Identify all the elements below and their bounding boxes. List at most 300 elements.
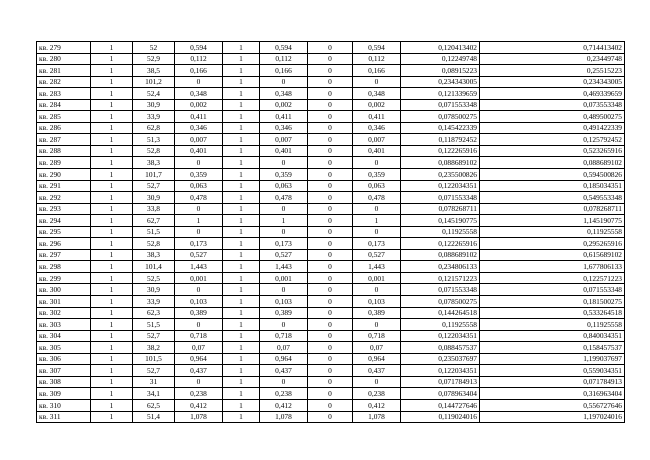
coefficient-cell: 1 (223, 411, 260, 423)
value-b-cell: 0,401 (260, 145, 308, 157)
zero-cell: 0 (308, 319, 353, 331)
share-cell: 0,088457537 (401, 342, 480, 354)
value-a-cell: 0 (175, 319, 223, 331)
value-b-cell: 0 (260, 226, 308, 238)
count-cell: 1 (91, 353, 133, 365)
area-cell: 38,5 (133, 65, 175, 77)
total-cell: 0,25515223 (480, 65, 625, 77)
zero-cell: 0 (308, 42, 353, 54)
table-row (37, 272, 625, 284)
apartment-label-cell: кв. 284 (37, 99, 91, 111)
zero-cell: 0 (308, 192, 353, 204)
value-a-cell: 0,718 (175, 330, 223, 342)
apartment-label-cell: кв. 306 (37, 353, 91, 365)
area-cell: 62,7 (133, 215, 175, 227)
area-cell: 62,3 (133, 307, 175, 319)
value-c-cell: 0,166 (353, 65, 401, 77)
zero-cell: 0 (308, 411, 353, 423)
table-row (37, 111, 625, 123)
coefficient-cell: 1 (223, 319, 260, 331)
area-cell: 30,9 (133, 284, 175, 296)
value-c-cell: 0 (353, 284, 401, 296)
table-row (37, 203, 625, 215)
total-cell: 1,145190775 (480, 215, 625, 227)
share-cell: 0,088689102 (401, 157, 480, 169)
value-b-cell: 0,359 (260, 169, 308, 181)
share-cell: 0,234806133 (401, 261, 480, 273)
zero-cell: 0 (308, 330, 353, 342)
apartment-label-cell: кв. 302 (37, 307, 91, 319)
value-a-cell: 1 (175, 215, 223, 227)
value-a-cell: 0 (175, 226, 223, 238)
zero-cell: 0 (308, 296, 353, 308)
value-b-cell: 0 (260, 319, 308, 331)
total-cell: 0,11925558 (480, 319, 625, 331)
table-row (37, 122, 625, 134)
total-cell: 1,199037697 (480, 353, 625, 365)
share-cell: 0,235500826 (401, 169, 480, 181)
zero-cell: 0 (308, 134, 353, 146)
share-cell: 0,12249748 (401, 53, 480, 65)
total-cell: 0,523265916 (480, 145, 625, 157)
value-b-cell: 0,527 (260, 249, 308, 261)
value-c-cell: 0,001 (353, 272, 401, 284)
value-b-cell: 1,078 (260, 411, 308, 423)
table-row (37, 399, 625, 411)
zero-cell: 0 (308, 215, 353, 227)
area-cell: 101,2 (133, 76, 175, 88)
area-cell: 101,4 (133, 261, 175, 273)
count-cell: 1 (91, 272, 133, 284)
value-b-cell: 0,411 (260, 111, 308, 123)
value-a-cell: 0 (175, 203, 223, 215)
value-b-cell: 0 (260, 76, 308, 88)
total-cell: 0,714413402 (480, 42, 625, 54)
total-cell: 0,295265916 (480, 238, 625, 250)
table-row (37, 157, 625, 169)
coefficient-cell: 1 (223, 238, 260, 250)
coefficient-cell: 1 (223, 42, 260, 54)
count-cell: 1 (91, 180, 133, 192)
coefficient-cell: 1 (223, 353, 260, 365)
zero-cell: 0 (308, 342, 353, 354)
table-row (37, 180, 625, 192)
total-cell: 1,197024016 (480, 411, 625, 423)
count-cell: 1 (91, 65, 133, 77)
value-b-cell: 1 (260, 215, 308, 227)
zero-cell: 0 (308, 238, 353, 250)
apartment-label-cell: кв. 287 (37, 134, 91, 146)
table-row (37, 284, 625, 296)
value-a-cell: 0,007 (175, 134, 223, 146)
area-cell: 51,3 (133, 134, 175, 146)
value-a-cell: 0,346 (175, 122, 223, 134)
area-cell: 101,5 (133, 353, 175, 365)
total-cell: 0,078268711 (480, 203, 625, 215)
apartment-label-cell: кв. 296 (37, 238, 91, 250)
count-cell: 1 (91, 307, 133, 319)
coefficient-cell: 1 (223, 134, 260, 146)
value-a-cell: 0,437 (175, 365, 223, 377)
total-cell: 0,181500275 (480, 296, 625, 308)
value-b-cell: 0,412 (260, 399, 308, 411)
share-cell: 0,235037697 (401, 353, 480, 365)
value-a-cell: 0 (175, 376, 223, 388)
total-cell: 0,556727646 (480, 399, 625, 411)
area-cell: 38,3 (133, 157, 175, 169)
area-cell: 51,4 (133, 411, 175, 423)
table-row (37, 169, 625, 181)
value-b-cell: 0,063 (260, 180, 308, 192)
count-cell: 1 (91, 122, 133, 134)
count-cell: 1 (91, 249, 133, 261)
value-c-cell: 0,718 (353, 330, 401, 342)
area-cell: 30,9 (133, 192, 175, 204)
total-cell: 0,073553348 (480, 99, 625, 111)
count-cell: 1 (91, 134, 133, 146)
total-cell: 0,11925558 (480, 226, 625, 238)
zero-cell: 0 (308, 145, 353, 157)
coefficient-cell: 1 (223, 203, 260, 215)
apartment-label-cell: кв. 279 (37, 42, 91, 54)
value-b-cell: 0,964 (260, 353, 308, 365)
value-b-cell: 0,718 (260, 330, 308, 342)
apartment-label-cell: кв. 282 (37, 76, 91, 88)
value-a-cell: 0,002 (175, 99, 223, 111)
coefficient-cell: 1 (223, 99, 260, 111)
table-row (37, 365, 625, 377)
area-cell: 101,7 (133, 169, 175, 181)
coefficient-cell: 1 (223, 226, 260, 238)
apartment-label-cell: кв. 297 (37, 249, 91, 261)
coefficient-cell: 1 (223, 399, 260, 411)
coefficient-cell: 1 (223, 111, 260, 123)
count-cell: 1 (91, 203, 133, 215)
apartment-label-cell: кв. 301 (37, 296, 91, 308)
area-cell: 52,7 (133, 365, 175, 377)
value-c-cell: 0,173 (353, 238, 401, 250)
share-cell: 0,118792452 (401, 134, 480, 146)
value-c-cell: 0,103 (353, 296, 401, 308)
table-row (37, 88, 625, 100)
coefficient-cell: 1 (223, 76, 260, 88)
document-page (36, 41, 624, 423)
table-row (37, 296, 625, 308)
count-cell: 1 (91, 388, 133, 400)
value-c-cell: 0,07 (353, 342, 401, 354)
table-row (37, 145, 625, 157)
share-cell: 0,078268711 (401, 203, 480, 215)
area-cell: 51,5 (133, 319, 175, 331)
value-c-cell: 0 (353, 319, 401, 331)
zero-cell: 0 (308, 376, 353, 388)
value-a-cell: 1,078 (175, 411, 223, 423)
count-cell: 1 (91, 238, 133, 250)
total-cell: 0,533264518 (480, 307, 625, 319)
value-b-cell: 0 (260, 284, 308, 296)
share-cell: 0,122265916 (401, 145, 480, 157)
total-cell: 0,122571223 (480, 272, 625, 284)
share-cell: 0,121339659 (401, 88, 480, 100)
area-cell: 52,9 (133, 53, 175, 65)
apartment-label-cell: кв. 305 (37, 342, 91, 354)
count-cell: 1 (91, 99, 133, 111)
value-c-cell: 0,063 (353, 180, 401, 192)
coefficient-cell: 1 (223, 122, 260, 134)
coefficient-cell: 1 (223, 215, 260, 227)
share-cell: 0,122265916 (401, 238, 480, 250)
total-cell: 0,071784913 (480, 376, 625, 388)
value-c-cell: 0,002 (353, 99, 401, 111)
apartment-label-cell: кв. 308 (37, 376, 91, 388)
total-cell: 0,594500826 (480, 169, 625, 181)
apartment-label-cell: кв. 311 (37, 411, 91, 423)
value-a-cell: 0,112 (175, 53, 223, 65)
value-b-cell: 0,594 (260, 42, 308, 54)
apartment-label-cell: кв. 294 (37, 215, 91, 227)
zero-cell: 0 (308, 203, 353, 215)
value-a-cell: 0,478 (175, 192, 223, 204)
value-c-cell: 0,238 (353, 388, 401, 400)
zero-cell: 0 (308, 99, 353, 111)
value-c-cell: 0,389 (353, 307, 401, 319)
zero-cell: 0 (308, 249, 353, 261)
count-cell: 1 (91, 53, 133, 65)
apartment-label-cell: кв. 290 (37, 169, 91, 181)
count-cell: 1 (91, 215, 133, 227)
apartment-label-cell: кв. 304 (37, 330, 91, 342)
value-a-cell: 0,411 (175, 111, 223, 123)
value-a-cell: 0,348 (175, 88, 223, 100)
value-c-cell: 0,359 (353, 169, 401, 181)
coefficient-cell: 1 (223, 157, 260, 169)
count-cell: 1 (91, 284, 133, 296)
area-cell: 52,7 (133, 180, 175, 192)
total-cell: 0,158457537 (480, 342, 625, 354)
value-c-cell: 1,078 (353, 411, 401, 423)
count-cell: 1 (91, 226, 133, 238)
count-cell: 1 (91, 157, 133, 169)
share-cell: 0,145422339 (401, 122, 480, 134)
value-c-cell: 0,411 (353, 111, 401, 123)
total-cell: 0,559034351 (480, 365, 625, 377)
value-c-cell: 0,112 (353, 53, 401, 65)
table-row (37, 330, 625, 342)
value-b-cell: 0,166 (260, 65, 308, 77)
apartment-label-cell: кв. 299 (37, 272, 91, 284)
apartment-label-cell: кв. 281 (37, 65, 91, 77)
value-c-cell: 0 (353, 76, 401, 88)
total-cell: 0,125792452 (480, 134, 625, 146)
value-c-cell: 0 (353, 226, 401, 238)
value-b-cell: 0 (260, 203, 308, 215)
count-cell: 1 (91, 342, 133, 354)
table-row (37, 76, 625, 88)
share-cell: 0,078500275 (401, 111, 480, 123)
coefficient-cell: 1 (223, 376, 260, 388)
value-c-cell: 0,527 (353, 249, 401, 261)
coefficient-cell: 1 (223, 65, 260, 77)
table-row (37, 388, 625, 400)
table-row (37, 307, 625, 319)
count-cell: 1 (91, 296, 133, 308)
apartment-label-cell: кв. 295 (37, 226, 91, 238)
count-cell: 1 (91, 111, 133, 123)
value-b-cell: 0,002 (260, 99, 308, 111)
value-a-cell: 0,964 (175, 353, 223, 365)
count-cell: 1 (91, 330, 133, 342)
value-a-cell: 0,063 (175, 180, 223, 192)
value-b-cell: 0,173 (260, 238, 308, 250)
value-b-cell: 1,443 (260, 261, 308, 273)
table-row (37, 353, 625, 365)
value-a-cell: 0,166 (175, 65, 223, 77)
coefficient-cell: 1 (223, 388, 260, 400)
zero-cell: 0 (308, 272, 353, 284)
value-c-cell: 0,348 (353, 88, 401, 100)
share-cell: 0,145190775 (401, 215, 480, 227)
value-c-cell: 0,437 (353, 365, 401, 377)
share-cell: 0,144727646 (401, 399, 480, 411)
area-cell: 52,4 (133, 88, 175, 100)
apartment-label-cell: кв. 291 (37, 180, 91, 192)
value-a-cell: 0,07 (175, 342, 223, 354)
value-a-cell: 0,173 (175, 238, 223, 250)
total-cell: 1,677806133 (480, 261, 625, 273)
coefficient-cell: 1 (223, 169, 260, 181)
count-cell: 1 (91, 76, 133, 88)
area-cell: 52,7 (133, 330, 175, 342)
value-b-cell: 0,478 (260, 192, 308, 204)
apartment-label-cell: кв. 283 (37, 88, 91, 100)
value-b-cell: 0,112 (260, 53, 308, 65)
value-a-cell: 0,401 (175, 145, 223, 157)
share-cell: 0,122034351 (401, 180, 480, 192)
zero-cell: 0 (308, 226, 353, 238)
table-row (37, 342, 625, 354)
value-b-cell: 0 (260, 376, 308, 388)
share-cell: 0,071553348 (401, 99, 480, 111)
value-b-cell: 0,389 (260, 307, 308, 319)
total-cell: 0,23449748 (480, 53, 625, 65)
area-cell: 31 (133, 376, 175, 388)
table-row (37, 42, 625, 54)
table-row (37, 249, 625, 261)
area-cell: 34,1 (133, 388, 175, 400)
value-c-cell: 0,401 (353, 145, 401, 157)
zero-cell: 0 (308, 307, 353, 319)
value-b-cell: 0,007 (260, 134, 308, 146)
count-cell: 1 (91, 261, 133, 273)
area-cell: 52 (133, 42, 175, 54)
value-b-cell: 0,437 (260, 365, 308, 377)
coefficient-cell: 1 (223, 307, 260, 319)
value-c-cell: 0,964 (353, 353, 401, 365)
value-a-cell: 0,389 (175, 307, 223, 319)
table-row (37, 192, 625, 204)
value-c-cell: 0,594 (353, 42, 401, 54)
apartment-label-cell: кв. 280 (37, 53, 91, 65)
zero-cell: 0 (308, 88, 353, 100)
share-cell: 0,11925558 (401, 226, 480, 238)
table-row (37, 226, 625, 238)
apartment-label-cell: кв. 303 (37, 319, 91, 331)
zero-cell: 0 (308, 157, 353, 169)
total-cell: 0,615689102 (480, 249, 625, 261)
share-cell: 0,122034351 (401, 365, 480, 377)
coefficient-cell: 1 (223, 192, 260, 204)
share-cell: 0,144264518 (401, 307, 480, 319)
coefficient-cell: 1 (223, 53, 260, 65)
apartment-label-cell: кв. 298 (37, 261, 91, 273)
coefficient-cell: 1 (223, 272, 260, 284)
count-cell: 1 (91, 192, 133, 204)
value-a-cell: 1,443 (175, 261, 223, 273)
share-cell: 0,071553348 (401, 192, 480, 204)
zero-cell: 0 (308, 53, 353, 65)
area-cell: 62,5 (133, 399, 175, 411)
value-a-cell: 0,103 (175, 296, 223, 308)
area-cell: 33,9 (133, 296, 175, 308)
value-a-cell: 0 (175, 284, 223, 296)
table-row (37, 99, 625, 111)
value-b-cell: 0,346 (260, 122, 308, 134)
total-cell: 0,185034351 (480, 180, 625, 192)
apartment-label-cell: кв. 307 (37, 365, 91, 377)
zero-cell: 0 (308, 169, 353, 181)
value-b-cell: 0 (260, 157, 308, 169)
value-a-cell: 0,594 (175, 42, 223, 54)
value-a-cell: 0,359 (175, 169, 223, 181)
coefficient-cell: 1 (223, 296, 260, 308)
value-c-cell: 0,478 (353, 192, 401, 204)
area-cell: 52,5 (133, 272, 175, 284)
apartment-label-cell: кв. 289 (37, 157, 91, 169)
value-b-cell: 0,07 (260, 342, 308, 354)
zero-cell: 0 (308, 284, 353, 296)
value-c-cell: 1 (353, 215, 401, 227)
zero-cell: 0 (308, 261, 353, 273)
total-cell: 0,489500275 (480, 111, 625, 123)
zero-cell: 0 (308, 180, 353, 192)
total-cell: 0,549553348 (480, 192, 625, 204)
coefficient-cell: 1 (223, 249, 260, 261)
coefficient-cell: 1 (223, 261, 260, 273)
value-b-cell: 0,001 (260, 272, 308, 284)
value-c-cell: 0,346 (353, 122, 401, 134)
area-cell: 52,8 (133, 145, 175, 157)
total-cell: 0,234343005 (480, 76, 625, 88)
total-cell: 0,840034351 (480, 330, 625, 342)
zero-cell: 0 (308, 399, 353, 411)
coefficient-cell: 1 (223, 284, 260, 296)
table-row (37, 65, 625, 77)
value-a-cell: 0,238 (175, 388, 223, 400)
zero-cell: 0 (308, 111, 353, 123)
area-cell: 52,8 (133, 238, 175, 250)
apartment-label-cell: кв. 286 (37, 122, 91, 134)
value-b-cell: 0,238 (260, 388, 308, 400)
table-row (37, 376, 625, 388)
share-cell: 0,078963404 (401, 388, 480, 400)
coefficient-cell: 1 (223, 145, 260, 157)
total-cell: 0,491422339 (480, 122, 625, 134)
value-a-cell: 0,527 (175, 249, 223, 261)
count-cell: 1 (91, 399, 133, 411)
apartment-label-cell: кв. 300 (37, 284, 91, 296)
coefficient-cell: 1 (223, 365, 260, 377)
value-b-cell: 0,348 (260, 88, 308, 100)
